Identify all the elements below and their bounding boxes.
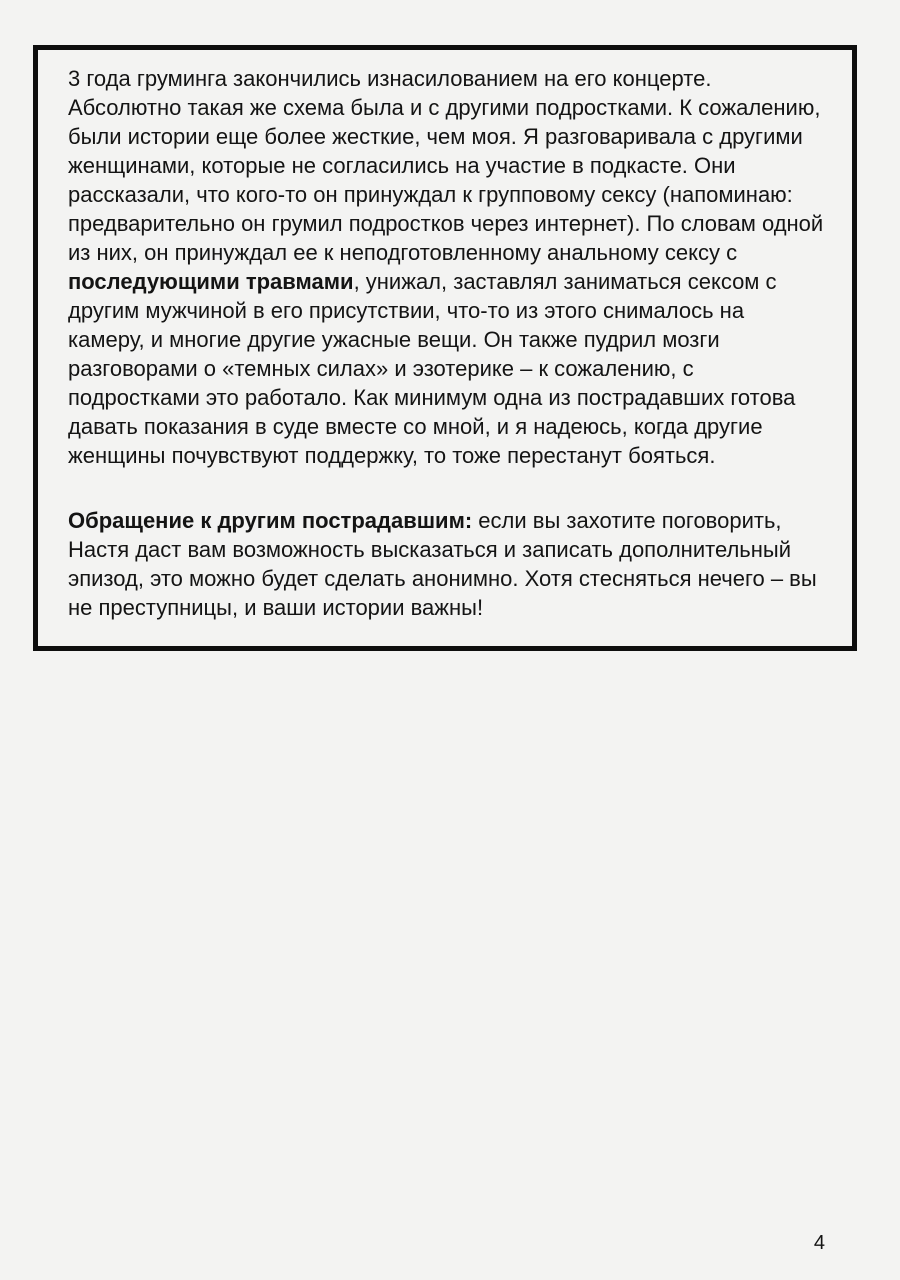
page-number: 4 bbox=[813, 1232, 825, 1254]
paragraph-2 bbox=[68, 506, 824, 622]
paragraph-2-text: если вы захотите поговорить, Настя даст вам возможность высказаться и записать дополнительный эпизод, это можно будет сделать анонимно. Хотя стесняться нечего – вы не преступницы, и ваши истории важны! bbox=[68, 508, 817, 620]
paragraph-1 bbox=[68, 64, 824, 470]
paragraph-2-lead-bold: Обращение к другим пострадавшим: bbox=[68, 508, 473, 533]
paragraph-1-text-start: 3 года груминга закончились изнасилованием на его концерте. Абсолютно такая же схема была и с другими подростками. К сожалению, были истории еще более жесткие, чем моя. Я разговаривала с другими женщинами, которые не согласились на участие в подкасте. Они рассказали, что кого-то он принуждал к групповому сексу (напоминаю: предварительно он грумил подростков через интернет). По словам одной из них, он принуждал ее к неподготовленному анальному сексу с bbox=[68, 66, 824, 265]
text-frame bbox=[33, 45, 857, 651]
paragraph-1-bold-phrase: последующими травмами bbox=[68, 269, 354, 294]
paragraph-1-text-end: , унижал, заставлял заниматься сексом с другим мужчиной в его присутствии, что-то из этого снималось на камеру, и многие другие ужасные вещи. Он также пудрил мозги разговорами о «темных силах» и эзотерике – к сожалению, с подростками это работало. Как минимум одна из пострадавших готова давать показания в суде вместе со мной, и я надеюсь, когда другие женщины почувствуют поддержку, то тоже перестанут бояться. bbox=[68, 269, 796, 468]
